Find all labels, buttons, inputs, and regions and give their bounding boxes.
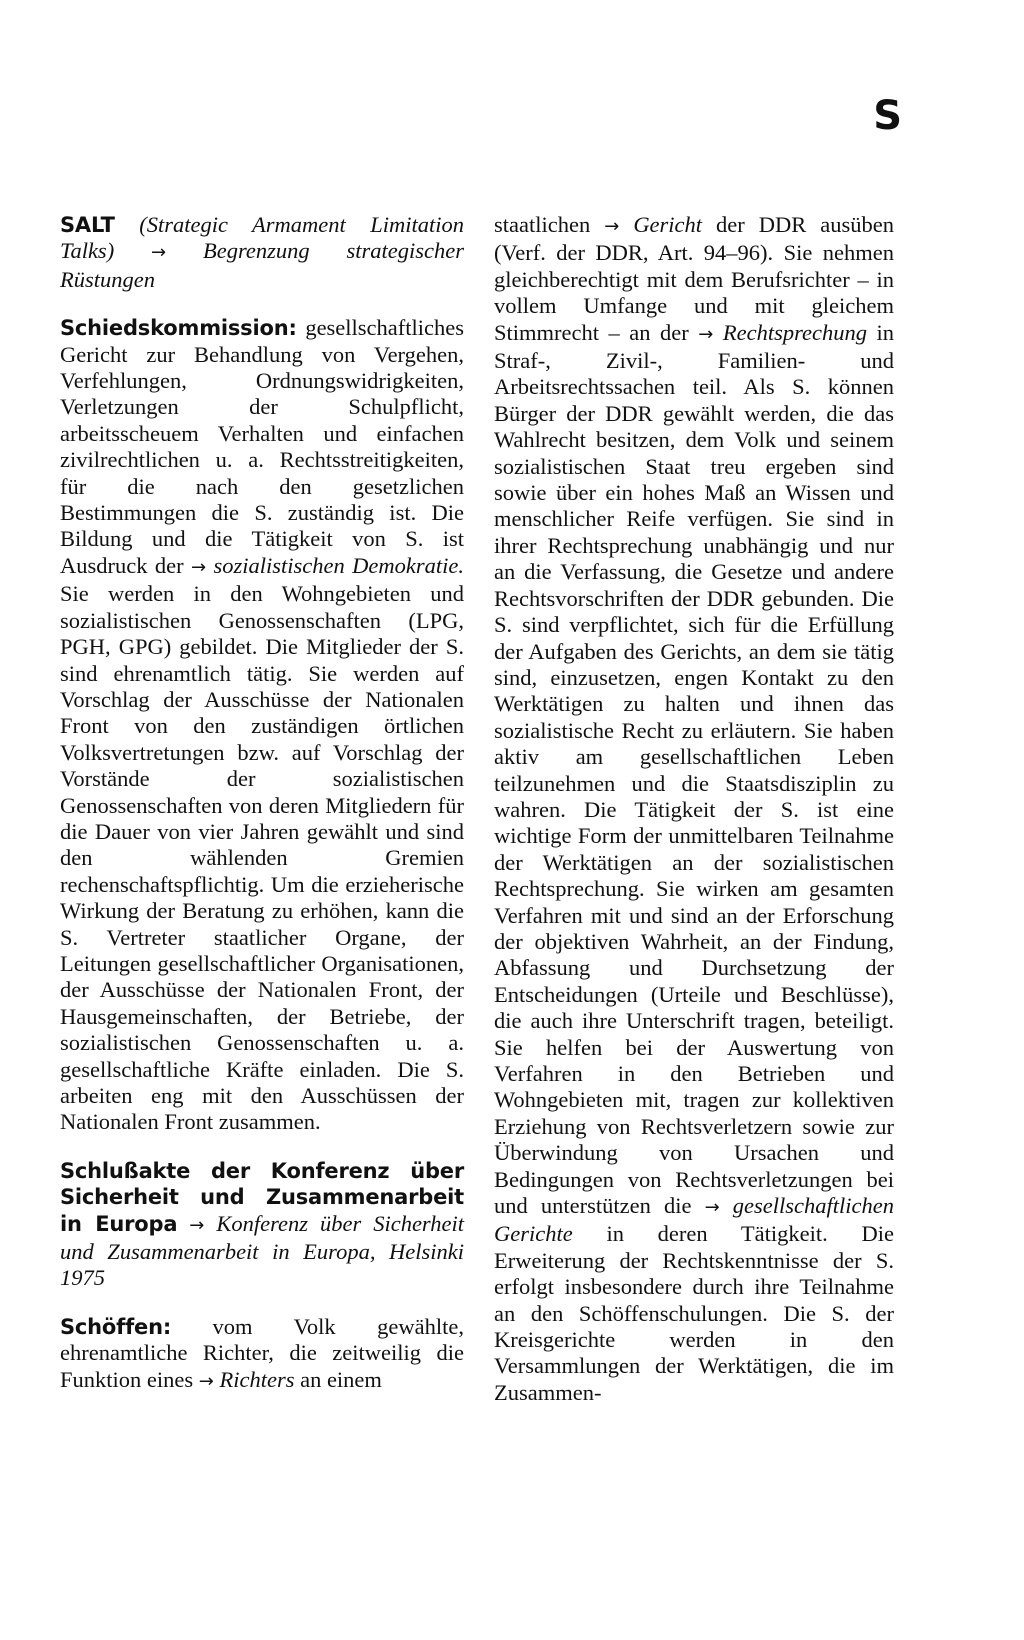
entry-text: vom Volk gewählte, ehrenamtliche Richter, die zeitweilig die Funktion eines (60, 1313, 464, 1392)
left-column (60, 212, 464, 1417)
arrow-icon: → (151, 242, 167, 264)
section-letter: S (873, 93, 902, 139)
entry-schoeffen (60, 1314, 464, 1395)
arrow-icon: → (198, 1370, 214, 1392)
arrow-icon: → (698, 323, 714, 345)
entry-salt (60, 212, 464, 293)
cross-reference: sozialistischen Demokratie. (213, 552, 465, 578)
cross-reference: Gericht (633, 212, 703, 237)
entry-text: an einem (300, 1366, 382, 1392)
cross-reference: gesellschaftlichen Gerichte (494, 1193, 894, 1247)
right-column (494, 212, 894, 1406)
entry-head: SALT (60, 213, 115, 237)
arrow-icon: → (704, 1197, 720, 1219)
cross-reference: Begrenzung strategischer Rüstungen (60, 238, 464, 292)
cross-reference: Richters (219, 1366, 295, 1392)
entry-head: Schiedskommission: (60, 316, 297, 341)
arrow-icon: → (604, 216, 620, 237)
entry-text: staatlichen (494, 212, 591, 237)
continued-paragraph (494, 212, 894, 1406)
entry-schlussakte (60, 1158, 464, 1292)
arrow-icon: → (191, 556, 207, 578)
entry-head: Schöffen: (60, 1314, 172, 1339)
entry-text: in deren Tätigkeit. Die Erweiterung der Rechtskenntnisse der S. erfolgt insbesondere durch ihre Teilnahme an den Schöffenschulungen. Die S. der Kreisgerichte werden in den Versammlungen der Werktätigen, die im Zusammen- (494, 1221, 894, 1405)
arrow-icon: → (189, 1214, 205, 1236)
entry-schiedskommission (60, 315, 464, 1136)
entry-head: Schlußakte der Konferenz über Sicherheit und Zusammenarbeit in Europa (60, 1158, 464, 1236)
cross-reference: Rechtsprechung (722, 319, 867, 345)
entry-text: in Straf-, Zivil-, Familien- und Arbeitsrechtssachen teil. Als S. können Bürger der DDR gewählt werden, die das Wahlrecht besitzen, dem Volk und seinem sozialistischen Staat treu ergeben sind sowie über ein hohes Maß an Wissen und menschlicher Reife verfügen. Sie sind in ihrer Rechtsprechung unabhängig und nur an die Verfassung, die Gesetze und andere Rechtsvorschriften der DDR gebunden. Die S. sind verpflichtet, sich für die Erfüllung der Aufgaben des Gerichts, an dem sie tätig sind, einzusetzen, engen Kontakt zu den Werktätigen zu halten und ihnen das sozialistische Recht zu erläutern. Sie haben aktiv am gesellschaftlichen Leben teilzunehmen und die Staatsdisziplin zu wahren. Die Tätigkeit der S. ist eine wichtige Form der unmittelbaren Teilnahme der Werktätigen an der sozialistischen Rechtsprechung. Sie wirken am gesamten Verfahren mit und sind an der Erforschung der objektiven Wahrheit, an der Findung, Abfassung und Durchsetzung der Entscheidungen (Urteile und Beschlüsse), die auch ihre Unterschrift tragen, beteiligt. Sie helfen bei der Auswertung von Verfahren in den Betrieben und Wohngebieten mit, tragen zur kollektiven Erziehung von Rechtsverletzern sowie zur Überwindung von Ursachen und Bedingungen von Rechtsverletzungen bei und unterstützen die (494, 319, 895, 1219)
entry-text: Sie werden in den Wohngebieten und sozialistischen Genossenschaften (LPG, PGH, GPG) gebildet. Die Mitglieder der S. sind ehrenamtlich tätig. Sie werden auf Vorschlag der Ausschüsse der Nationalen Front von den zuständigen örtlichen Volksvertretungen bzw. auf Vorschlag der Vorstände der sozialistischen Genossenschaften von deren Mitgliedern für die Dauer von vier Jahren gewählt und sind den wählenden Gremien rechenschaftspflichtig. Um die erzieherische Wirkung der Beratung zu erhöhen, kann die S. Vertreter staatlicher Organe, der Leitungen gesellschaftlicher Organisationen, der Ausschüsse der Nationalen Front, der Hausgemeinschaften, der Betriebe, der sozialistischen Genossenschaften u. a. gesellschaftliche Kräfte einladen. Die S. arbeiten eng mit den Ausschüssen der Nationalen Front zusammen. (60, 581, 464, 1135)
entry-abbreviation: (Strategic Armament Limitation Talks) (60, 212, 464, 264)
entry-text: gesellschaftliches Gericht zur Behandlung von Vergehen, Verfehlungen, Ordnungswidrigkeiten, Verletzungen der Schulpflicht, arbeitsscheuem Verhalten und einfachen zivilrechtlichen u. a. Rechtsstreitigkeiten, für die nach den gesetzlichen Bestimmungen die S. zuständig ist. Die Bildung und die Tätigkeit von S. ist Ausdruck der (60, 315, 464, 578)
cross-reference: Konferenz über Sicherheit und Zusammenarbeit in Europa, Helsinki 1975 (60, 1210, 465, 1291)
entry-text: der DDR ausüben (Verf. der DDR, Art. 94–96). Sie nehmen gleichberechtigt mit dem Berufsrichter – in vollem Umfange und mit gleichem Stimmrecht – an der (494, 212, 895, 345)
